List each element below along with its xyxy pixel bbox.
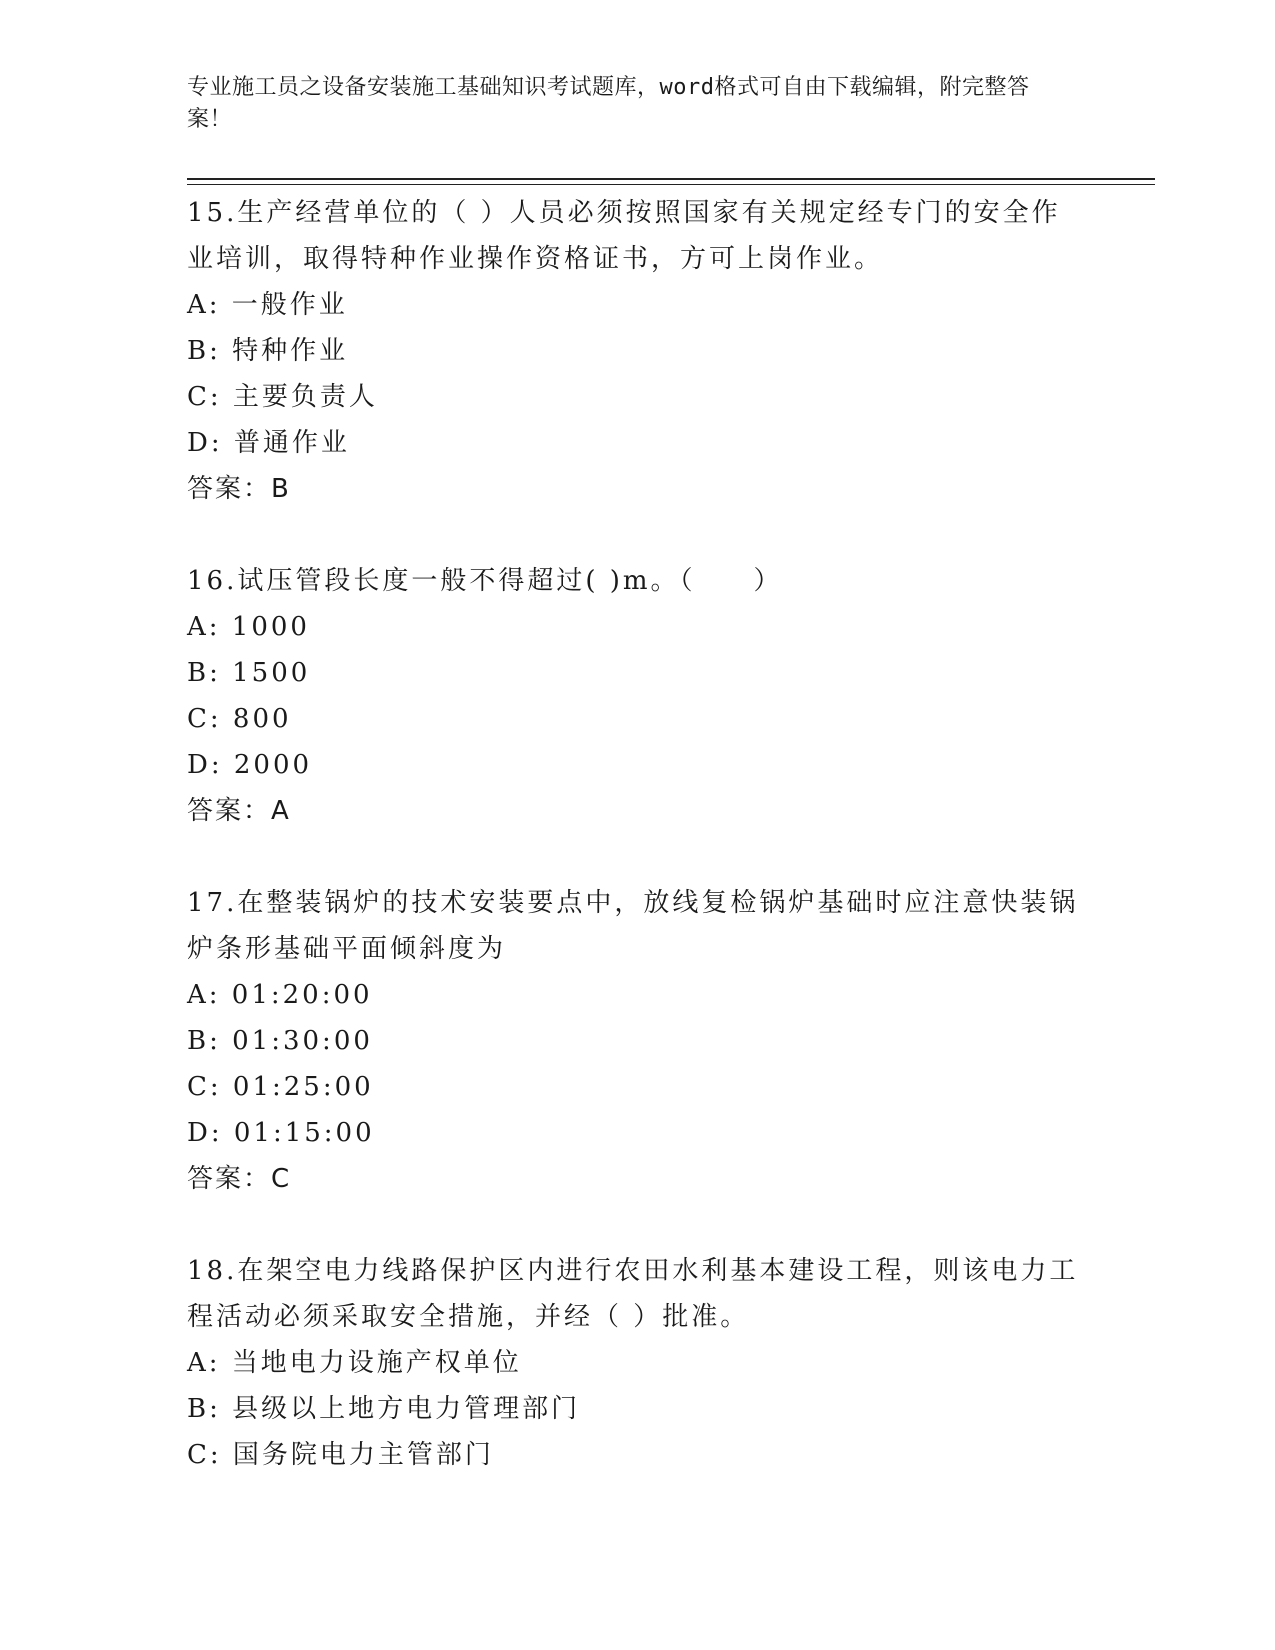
option-c: C: 01:25:00	[187, 1072, 374, 1102]
option-a: A: 1000	[187, 612, 310, 642]
question-16	[187, 558, 1087, 834]
question-18	[187, 1248, 1087, 1478]
header-rule-thick	[187, 178, 1155, 180]
option-c: C: 国务院电力主管部门	[187, 1440, 494, 1470]
question-text: 18.在架空电力线路保护区内进行农田水利基本建设工程，则该电力工程活动必须采取安全措施，并经（ ）批准。	[187, 1256, 1079, 1332]
option-d: D: 普通作业	[187, 428, 350, 458]
option-c: C: 800	[187, 704, 292, 734]
option-a: A: 01:20:00	[187, 980, 373, 1010]
option-b: B: 1500	[187, 658, 311, 688]
option-c: C: 主要负责人	[187, 382, 378, 412]
option-b: B: 县级以上地方电力管理部门	[187, 1394, 581, 1424]
option-b: B: 特种作业	[187, 336, 349, 366]
answer: 答案：A	[187, 796, 291, 826]
question-17	[187, 880, 1087, 1202]
document-header: 专业施工员之设备安装施工基础知识考试题库，word格式可自由下载编辑，附完整答案！	[187, 75, 1030, 132]
header-rule-thin	[187, 184, 1155, 185]
question-15	[187, 190, 1087, 512]
question-list	[187, 190, 1087, 1524]
option-d: D: 01:15:00	[187, 1118, 375, 1148]
option-a: A: 一般作业	[187, 290, 348, 320]
answer: 答案：B	[187, 474, 291, 504]
answer: 答案：C	[187, 1164, 292, 1194]
option-b: B: 01:30:00	[187, 1026, 373, 1056]
option-d: D: 2000	[187, 750, 313, 780]
question-text: 15.生产经营单位的（ ）人员必须按照国家有关规定经专门的安全作业培训，取得特种作业操作资格证书，方可上岗作业。	[187, 198, 1061, 274]
question-text: 16.试压管段长度一般不得超过( )m。（ ）	[187, 566, 783, 596]
question-text: 17.在整装锅炉的技术安装要点中，放线复检锅炉基础时应注意快装锅炉条形基础平面倾斜度为	[187, 888, 1079, 964]
option-a: A: 当地电力设施产权单位	[187, 1348, 522, 1378]
